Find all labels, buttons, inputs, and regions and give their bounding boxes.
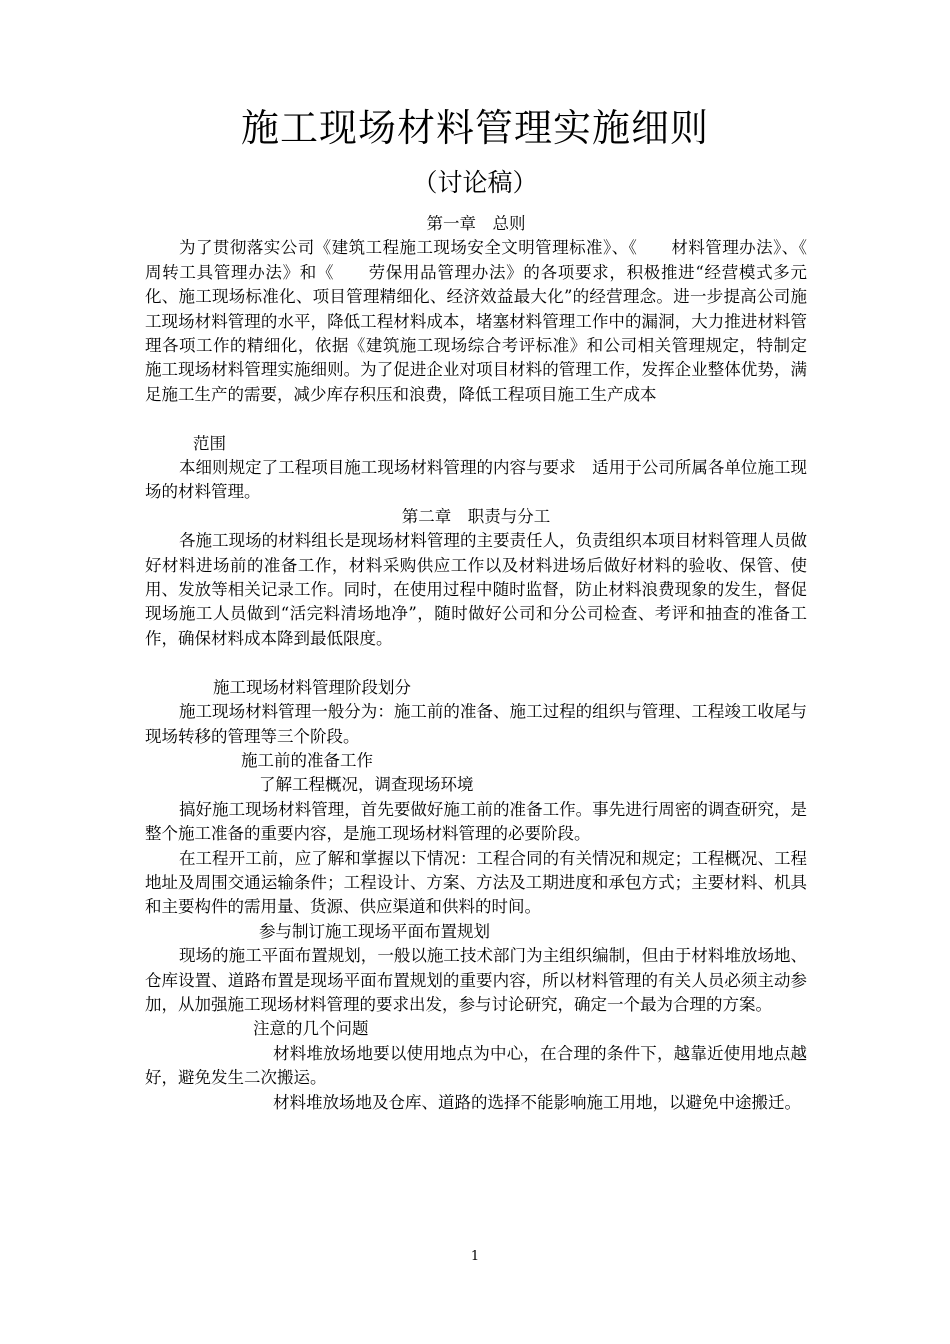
- document-body: [145, 212, 840, 1115]
- chapter-1-paragraph: 为了贯彻落实公司《建筑工程施工现场安全文明管理标准》、《 材料管理办法》、《 周转工具管理办法》和《 劳保用品管理办法》的各项要求，积极推进“经营模式多元化、施工现场标准化、项目管理精细化、经济效益最大化”的经营理念。进一步提高公司施工现场材料管理的水平，降低工程材料成本，堵塞材料管理工作中的漏洞，大力推进材料管理各项工作的精细化，依据《建筑施工现场综合考评标准》和公司相关管理规定，特制定 施工现场材料管理实施细则。为了促进企业对项目材料的管理工作，发挥企业整体优势，满足施工生产的需要，减少库存积压和浪费，降低工程项目施工生产成本: [145, 238, 840, 404]
- preparation-heading: 施工前的准备工作: [241, 750, 373, 770]
- blank-line: [145, 651, 807, 675]
- survey-paragraph-1: 搞好施工现场材料管理，首先要做好施工前的准备工作。事先进行周密的调查研究，是整个施工准备的重要内容，是施工现场材料管理的必要阶段。: [145, 799, 807, 844]
- chapter-2-paragraph: 各施工现场的材料组长是现场材料管理的主要责任人，负责组织本项目材料管理人员做好材料进场前的准备工作，材料采购供应工作以及材料进场后做好材料的验收、保管、使用、发放等相关记录工作。同时，在使用过程中随时监督，防止材料浪费现象的发生，督促现场施工人员做到“活完料清场地净”，随时做好公司和分公司检查、考评和抽查的准备工作，确保材料成本降到最低限度。: [145, 531, 807, 648]
- stages-paragraph: 施工现场材料管理一般分为：施工前的准备、施工过程的组织与管理、工程竣工收尾与现场转移的管理等三个阶段。: [145, 702, 807, 746]
- stages-heading: 施工现场材料管理阶段划分: [213, 677, 411, 697]
- scope-paragraph: 本细则规定了工程项目施工现场材料管理的内容与要求 适用于公司所属各单位施工现场的材料管理。: [145, 458, 807, 502]
- page-number: 1: [470, 1249, 480, 1264]
- layout-heading: 参与制订施工现场平面布置规划: [259, 921, 490, 941]
- notes-paragraph-1: 材料堆放场地要以使用地点为中心，在合理的条件下，越靠近使用地点越好，避免发生二次搬运。: [145, 1043, 807, 1088]
- notes-paragraph-2: 材料堆放场地及仓库、道路的选择不能影响施工用地，以避免中途搬迁。: [273, 1092, 801, 1112]
- survey-paragraph-2: 在工程开工前，应了解和掌握以下情况：工程合同的有关情况和规定；工程概况、工程地址及周围交通运输条件；工程设计、方案、方法及工期进度和承包方式；主要材料、机具和主要构件的需用量、货源、供应渠道和供料的时间。: [145, 848, 807, 917]
- chapter-2-heading: 第二章 职责与分工: [401, 506, 551, 526]
- scope-heading: 范围: [193, 433, 226, 453]
- document-subtitle: （讨论稿）: [412, 168, 538, 197]
- notes-heading: 注意的几个问题: [253, 1019, 369, 1039]
- blank-line: [145, 407, 807, 431]
- document-title: 施工现场材料管理实施细则: [240, 106, 709, 150]
- chapter-1-heading: 第一章 总则: [426, 214, 526, 233]
- survey-heading: 了解工程概况，调查现场环境: [259, 775, 474, 795]
- layout-paragraph: 现场的施工平面布置规划，一般以施工技术部门为主组织编制，但由于材料堆放场地、仓库设置、道路布置是现场平面布置规划的重要内容，所以材料管理的有关人员必须主动参加，从加强施工现场材料管理的要求出发，参与讨论研究，确定一个最为合理的方案。: [145, 946, 807, 1014]
